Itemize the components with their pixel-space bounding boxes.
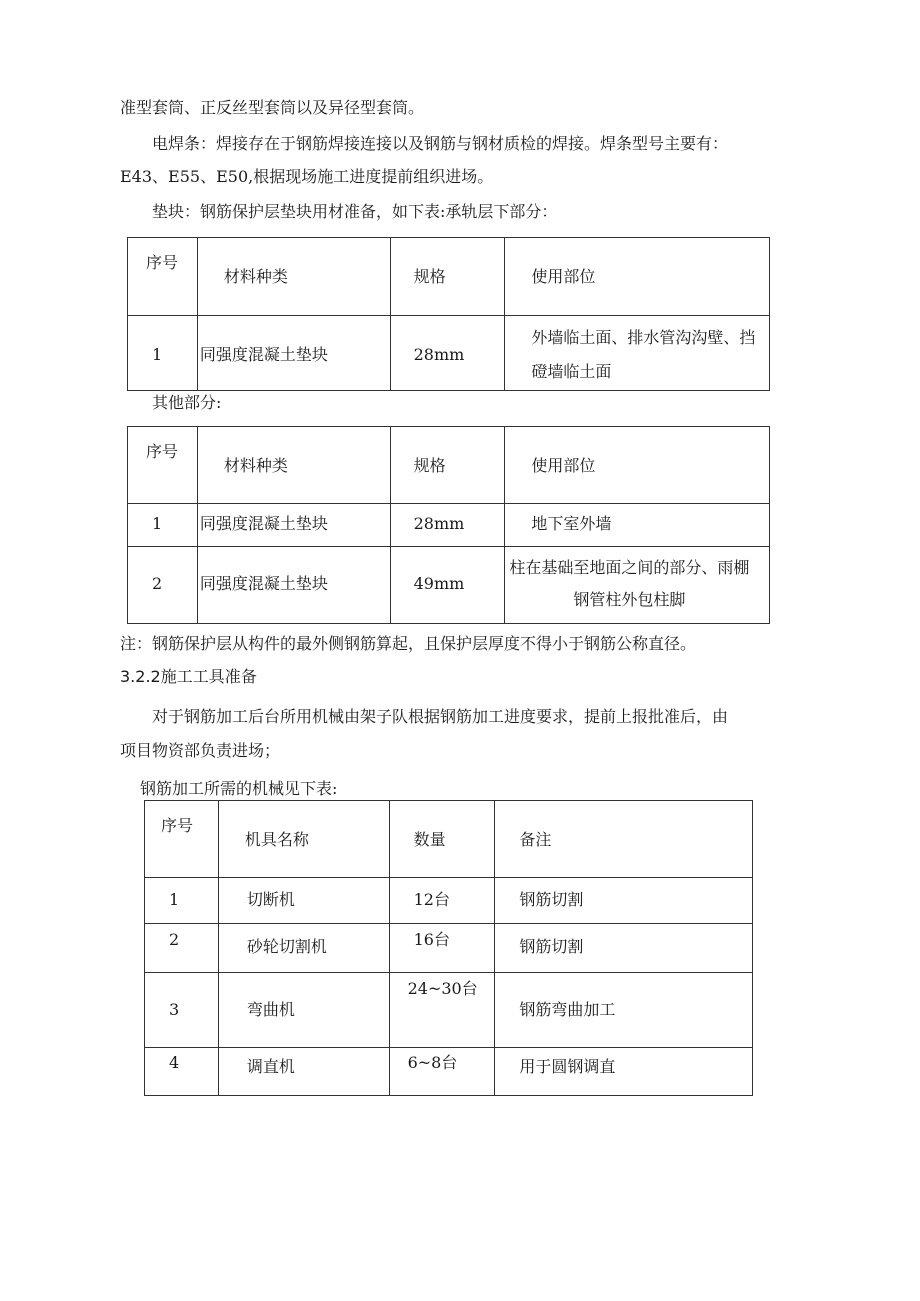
header-qty: 数量: [413, 830, 446, 849]
header-cell: [505, 427, 770, 504]
header-cell: [390, 427, 505, 504]
header-cell: [390, 238, 505, 316]
cell-use-line2: 磴墙临土面: [531, 362, 612, 381]
header-spec: 规格: [413, 456, 446, 475]
cell-use-line1: 柱在基础至地面之间的部分、雨棚: [509, 558, 750, 577]
cell-material: 同强度混凝土垫块: [199, 574, 328, 593]
table-cell: [218, 1048, 389, 1096]
cell-material: 同强度混凝土垫块: [199, 345, 328, 364]
table-row: [128, 316, 770, 391]
header-remark: 备注: [519, 830, 552, 849]
table-cell: [128, 316, 198, 391]
header-no: 序号: [146, 253, 179, 272]
table-cell: [495, 973, 753, 1048]
cell-spec: 28mm: [413, 514, 465, 533]
header-no: 序号: [146, 442, 179, 461]
header-no: 序号: [161, 816, 194, 835]
table-row: [145, 924, 753, 973]
table-header-row: [128, 238, 770, 316]
cell-material: 同强度混凝土垫块: [199, 514, 328, 533]
header-cell: [495, 801, 753, 878]
table-cell: [218, 973, 389, 1048]
header-cell: [197, 238, 390, 316]
text-pads-intro: 垫块：钢筋保护层垫块用材准备，如下表:承轨层下部分：: [152, 202, 558, 221]
table-cell: [128, 547, 198, 624]
text-machines-intro: 钢筋加工所需的机械见下表:: [140, 779, 338, 798]
cell-name: 弯曲机: [246, 1000, 295, 1019]
table-cell: [145, 1048, 219, 1096]
table-cell: [390, 547, 505, 624]
pad-table-track-layer: [127, 237, 770, 391]
text-tools-line2: 项目物资部负责进场；: [120, 741, 281, 760]
header-spec: 规格: [413, 267, 446, 286]
header-cell: [197, 427, 390, 504]
table-row: [128, 547, 770, 624]
header-cell: [145, 801, 219, 878]
cell-qty: 24~30台: [407, 979, 478, 998]
table-cell: [505, 316, 770, 391]
cell-remark: 用于圆钢调直: [519, 1057, 616, 1076]
cell-qty: 6~8台: [407, 1053, 458, 1072]
cell-no: 1: [169, 890, 180, 909]
text-line-couplers: 准型套筒、正反丝型套筒以及异径型套筒。: [120, 98, 425, 117]
cell-no: 1: [152, 514, 163, 533]
table-cell: [197, 547, 390, 624]
header-cell: [218, 801, 389, 878]
table-row: [145, 878, 753, 924]
cell-name: 砂轮切割机: [246, 937, 327, 956]
cell-no: 1: [152, 345, 163, 364]
header-cell: [505, 238, 770, 316]
table-cell: [505, 504, 770, 547]
cell-spec: 49mm: [413, 574, 465, 593]
cell-remark: 钢筋弯曲加工: [519, 1000, 616, 1019]
cell-spec: 28mm: [413, 345, 465, 364]
table-header-row: [145, 801, 753, 878]
cell-no: 2: [152, 574, 163, 593]
cell-name: 切断机: [246, 890, 295, 909]
cell-no: 2: [169, 930, 180, 949]
text-tools-line1: 对于钢筋加工后台所用机械由架子队根据钢筋加工进度要求，提前上报批准后，由: [152, 707, 729, 726]
cell-name: 调直机: [246, 1057, 295, 1076]
header-material: 材料种类: [223, 267, 288, 286]
table-row: [145, 1048, 753, 1096]
table-row: [128, 504, 770, 547]
table-cell: [389, 1048, 495, 1096]
section-heading: 3.2.2施工工具准备: [120, 667, 257, 686]
text-electrode-line2: E43、E55、E50,根据现场施工进度提前组织进场。: [120, 167, 494, 186]
header-cell: [128, 427, 198, 504]
table-cell: [389, 878, 495, 924]
cell-use-line1: 地下室外墙: [531, 514, 612, 533]
table-cell: [495, 924, 753, 973]
table-cell: [145, 973, 219, 1048]
header-use: 使用部位: [531, 456, 596, 475]
text-electrode-line1: 电焊条：焊接存在于钢筋焊接连接以及钢筋与钢材质检的焊接。焊条型号主要有：: [152, 134, 729, 153]
cell-remark: 钢筋切割: [519, 937, 584, 956]
table-cell: [389, 973, 495, 1048]
header-material: 材料种类: [223, 456, 288, 475]
table-header-row: [128, 427, 770, 504]
pad-table-other: [127, 426, 770, 624]
table-cell: [218, 878, 389, 924]
table-cell: [218, 924, 389, 973]
table-row: [145, 973, 753, 1048]
header-name: 机具名称: [244, 830, 309, 849]
table-cell: [495, 878, 753, 924]
machine-table: [144, 800, 753, 1096]
cell-use-line1: 外墙临土面、排水管沟沟壁、挡: [531, 328, 756, 347]
table-cell: [505, 547, 770, 624]
table-cell: [197, 316, 390, 391]
header-cell: [389, 801, 495, 878]
cell-qty: 12台: [413, 890, 450, 909]
table-cell: [145, 878, 219, 924]
cell-no: 4: [169, 1053, 180, 1072]
cell-qty: 16台: [413, 930, 450, 949]
header-cell: [128, 238, 198, 316]
text-other-parts: 其他部分:: [152, 393, 222, 412]
table-cell: [145, 924, 219, 973]
text-note: 注：钢筋保护层从构件的最外侧钢筋算起，且保护层厚度不得小于钢筋公称直径。: [120, 634, 697, 653]
table-cell: [390, 316, 505, 391]
table-cell: [197, 504, 390, 547]
table-cell: [390, 504, 505, 547]
table-cell: [128, 504, 198, 547]
table-cell: [389, 924, 495, 973]
cell-no: 3: [169, 1000, 180, 1019]
cell-use-line2: 钢管柱外包柱脚: [573, 590, 686, 609]
cell-remark: 钢筋切割: [519, 890, 584, 909]
table-cell: [495, 1048, 753, 1096]
header-use: 使用部位: [531, 267, 596, 286]
